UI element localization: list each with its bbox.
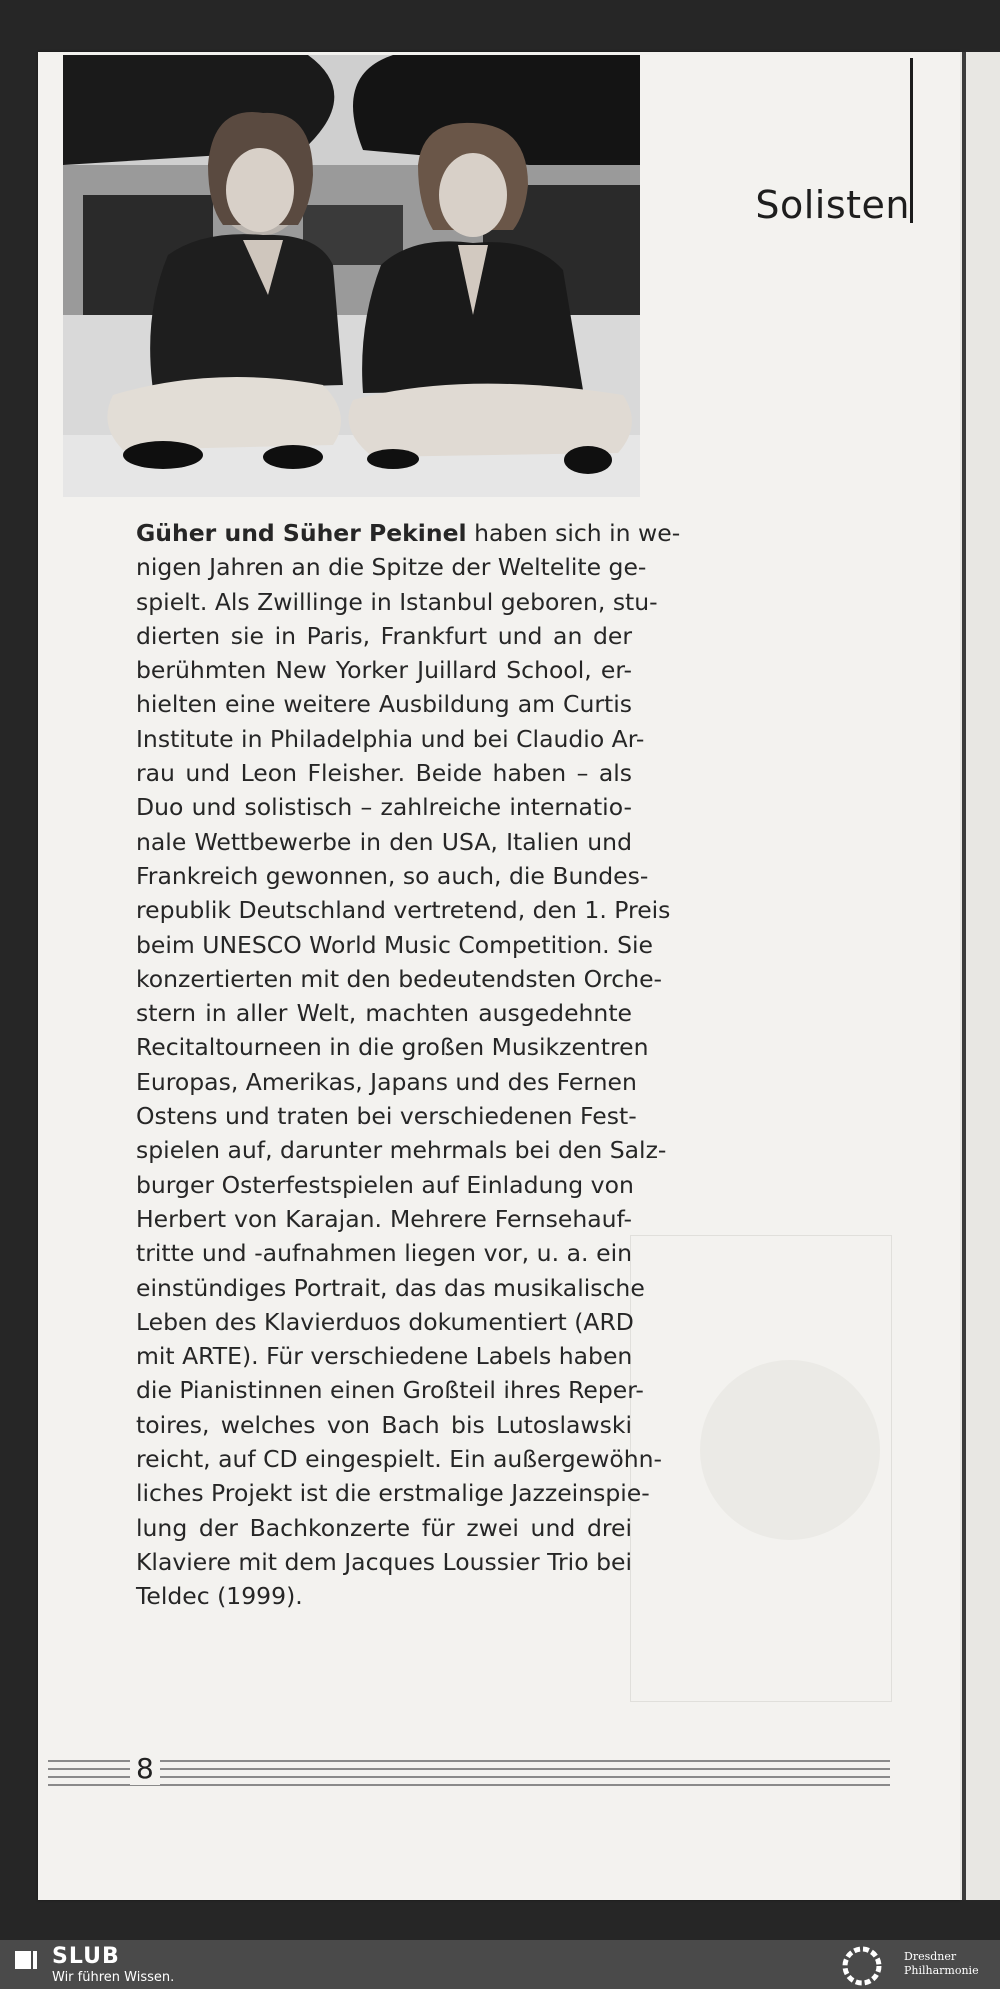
text-line-content: einstündiges Portrait, das das musikalische — [136, 1273, 645, 1302]
text-line-content: Leben des Klavierduos dokumentiert (ARD — [136, 1307, 634, 1336]
text-line-content: rau und Leon Fleisher. Beide haben – als — [136, 759, 632, 788]
text-line-content: berühmten New Yorker Juillard School, er- — [136, 656, 632, 685]
partner-name — [904, 1950, 996, 1978]
text-line — [136, 1511, 632, 1545]
text-line-content: Duo und solistisch – zahlreiche internatio- — [136, 793, 632, 822]
text-line-content: beim UNESCO World Music Competition. Sie — [136, 930, 653, 959]
text-line — [136, 619, 632, 653]
text-line-content: toires, welches von Bach bis Lutoslawski — [136, 1410, 632, 1439]
text-line — [136, 1305, 632, 1339]
page-number: 8 — [130, 1752, 160, 1785]
text-line — [136, 859, 649, 893]
section-rule — [910, 58, 913, 223]
text-line-content: nigen Jahren an die Spitze der Weltelite ge- — [136, 553, 647, 582]
text-line — [136, 722, 645, 756]
text-line-content: die Pianistinnen einen Großteil ihres Reper- — [136, 1376, 644, 1405]
text-line — [136, 893, 671, 927]
section-title: Solisten — [755, 183, 910, 227]
text-line — [136, 1339, 632, 1373]
text-line — [136, 756, 632, 790]
text-line — [136, 653, 632, 687]
text-line — [136, 1133, 667, 1167]
text-line — [136, 825, 632, 859]
photo-artwork — [63, 55, 640, 497]
text-line-content: Ostens und traten bei verschiedenen Fest- — [136, 1102, 637, 1131]
text-line-content: spielen auf, darunter mehrmals bei den Salz- — [136, 1136, 667, 1165]
text-line-content: burger Osterfestspielen auf Einladung von — [136, 1170, 634, 1199]
text-line-content: mit ARTE). Für verschiedene Labels haben — [136, 1342, 633, 1371]
text-line — [136, 1476, 650, 1510]
text-line-content: nale Wettbewerbe in den USA, Italien und — [136, 827, 632, 856]
duo-portrait-photo — [63, 55, 640, 497]
partner-name-line1: Dresdner — [904, 1950, 957, 1963]
next-page-edge — [960, 52, 1000, 1900]
text-line — [136, 585, 658, 619]
text-line-content: hielten eine weitere Ausbildung am Curtis — [136, 690, 632, 719]
slub-logo-icon[interactable] — [14, 1948, 38, 1972]
text-line-content: liches Projekt ist die erstmalige Jazzeinspie- — [136, 1479, 650, 1508]
text-line — [136, 1373, 644, 1407]
text-line-content: Herbert von Karajan. Mehrere Fernsehauf- — [136, 1204, 632, 1233]
text-line — [136, 790, 632, 824]
footer-staff-lines — [48, 1752, 890, 1792]
text-line-content: reicht, auf CD eingespielt. Ein außergewöhn- — [136, 1445, 662, 1474]
text-line — [136, 516, 681, 550]
text-line-content: Recitaltourneen in die großen Musikzentren — [136, 1033, 649, 1062]
text-line — [136, 1030, 649, 1064]
text-line — [136, 1202, 632, 1236]
text-line-content: lung der Bachkonzerte für zwei und drei — [136, 1513, 632, 1542]
show-through-image — [700, 1360, 880, 1540]
text-line — [136, 1579, 632, 1613]
text-line — [136, 687, 632, 721]
page-fold-shadow — [962, 52, 966, 1900]
partner-name-line2: Philharmonie — [904, 1964, 979, 1977]
text-line — [136, 996, 632, 1030]
text-line — [136, 1545, 632, 1579]
text-line — [136, 550, 647, 584]
text-line-content: konzertierten mit den bedeutendsten Orche- — [136, 964, 663, 993]
text-line-content: Teldec (1999). — [136, 1582, 303, 1611]
text-line — [136, 1168, 632, 1202]
text-line-content: Institute in Philadelphia und bei Claudio Ar- — [136, 724, 645, 753]
biography-text — [136, 516, 681, 1614]
text-line-content: republik Deutschland vertretend, den 1. Preis — [136, 896, 671, 925]
text-line-content: Klaviere mit dem Jacques Loussier Trio bei — [136, 1547, 632, 1576]
artist-names: Güher und Süher Pekinel — [136, 519, 467, 547]
text-line-content: tritte und -aufnahmen liegen vor, u. a. ein — [136, 1239, 632, 1268]
library-name[interactable]: SLUB — [52, 1944, 120, 1969]
text-line — [136, 1271, 645, 1305]
philharmonie-logo-icon[interactable] — [842, 1946, 882, 1986]
text-line — [136, 1408, 632, 1442]
text-line-content: Europas, Amerikas, Japans und des Fernen — [136, 1067, 637, 1096]
text-line-content: haben sich in we- — [466, 519, 681, 547]
text-line — [136, 928, 653, 962]
text-line — [136, 1099, 637, 1133]
text-line — [136, 962, 663, 996]
text-line-content: dierten sie in Paris, Frankfurt und an der — [136, 621, 632, 650]
text-line — [136, 1065, 637, 1099]
text-line-content: stern in aller Welt, machten ausgedehnte — [136, 999, 632, 1028]
text-line-content: Frankreich gewonnen, so auch, die Bundes- — [136, 861, 649, 890]
library-tagline: Wir führen Wissen. — [52, 1970, 175, 1985]
text-line — [136, 1442, 662, 1476]
text-line-content: spielt. Als Zwillinge in Istanbul geboren, stu- — [136, 587, 658, 616]
text-line — [136, 1236, 632, 1270]
